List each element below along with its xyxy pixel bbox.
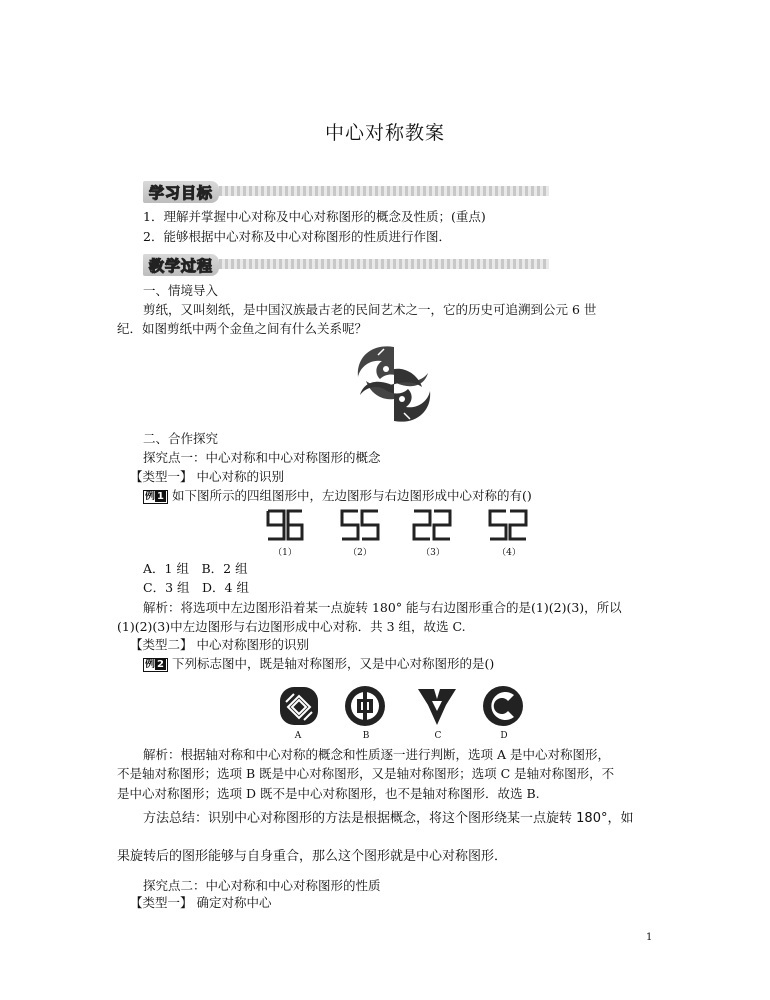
explore-point-2: 探究点二：中心对称和中心对称图形的性质 <box>143 878 381 893</box>
explore-point-1: 探究点一：中心对称和中心对称图形的概念 <box>143 450 381 465</box>
banner-dots <box>219 259 549 269</box>
part1-heading: 一、情境导入 <box>143 283 219 298</box>
goal-item-1: 1．理解并掌握中心对称及中心对称图形的概念及性质；(重点) <box>143 209 486 224</box>
banner-label: 学习目标 <box>149 184 214 202</box>
logo-d <box>483 686 523 726</box>
figure-caption: （4） <box>497 548 521 558</box>
example2-analysis-2: 不是轴对称图形；选项 B 既是中心对称图形，又是轴对称图形；选项 C 是轴对称图形，不 <box>117 766 615 781</box>
part2-heading: 二、合作探究 <box>143 431 219 446</box>
type3-label: 【类型一】 确定对称中心 <box>130 895 272 910</box>
type2-label: 【类型二】 中心对称图形的识别 <box>130 637 309 652</box>
example2-question: 例 2 下列标志图中，既是轴对称图形，又是中心对称图形的是() <box>145 656 495 671</box>
method-summary-2: 果旋转后的图形能够与自身重合，那么这个图形就是中心对称图形． <box>117 849 508 864</box>
logo-b <box>345 686 385 726</box>
example2-analysis-3: 是中心对称图形；选项 D 既不是中心对称图形，也不是轴对称图形．故选 B. <box>117 786 540 801</box>
logo-caption: B <box>362 731 370 741</box>
logo-a <box>280 687 318 725</box>
example-badge: 例 1 <box>143 490 168 504</box>
goal-item-2: 2．能够根据中心对称及中心对称图形的性质进行作图． <box>143 229 451 244</box>
example1-options-2: C．3 组 D．4 组 <box>143 580 249 595</box>
example2-analysis-1: 解析：根据轴对称和中心对称的概念和性质逐一进行判断，选项 A 是中心对称图形， <box>143 747 610 762</box>
page-title: 中心对称教案 <box>324 122 445 144</box>
figure-caption: （2） <box>348 548 372 558</box>
type1-label: 【类型一】 中心对称的识别 <box>130 469 284 484</box>
logo-c <box>418 689 456 725</box>
logo-figures <box>276 683 536 729</box>
part1-text-1: 剪纸，又叫刻纸，是中国汉族最古老的民间艺术之一，它的历史可追溯到公元 6 世 <box>143 302 597 317</box>
figure-22 <box>414 511 450 539</box>
logo-caption: A <box>294 731 302 741</box>
example1-options-1: A．1 组 B．2 组 <box>143 561 248 576</box>
example1-analysis-2: (1)(2)(3)中左边图形与右边图形成中心对称．共 3 组，故选 C. <box>117 619 466 634</box>
example1-analysis-1: 解析：将选项中左边图形沿着某一点旋转 180° 能与右边图形重合的是(1)(2)(3)，所以 <box>143 600 622 615</box>
figure-55 <box>342 511 378 539</box>
example-badge: 例 2 <box>143 658 168 672</box>
figure-52 <box>490 511 526 539</box>
logo-caption: D <box>500 731 508 741</box>
method-summary-1: 方法总结：识别中心对称图形的方法是根据概念，将这个图形绕某一点旋转 180°，如 <box>143 811 634 826</box>
page-number: 1 <box>646 932 653 943</box>
part1-text-2: 纪．如图剪纸中两个金鱼之间有什么关系呢？ <box>117 321 368 336</box>
logo-caption: C <box>434 731 442 741</box>
figure-caption: （1） <box>273 548 297 558</box>
figure-96 <box>268 511 302 539</box>
goldfish-papercut-image <box>352 343 436 425</box>
digit-figures <box>264 508 534 542</box>
banner-label: 教学过程 <box>149 257 214 275</box>
example1-question: 例 1 如下图所示的四组图形中，左边图形与右边图形成中心对称的有() <box>145 488 532 503</box>
banner-dots <box>219 186 549 196</box>
figure-caption: （3） <box>421 548 445 558</box>
